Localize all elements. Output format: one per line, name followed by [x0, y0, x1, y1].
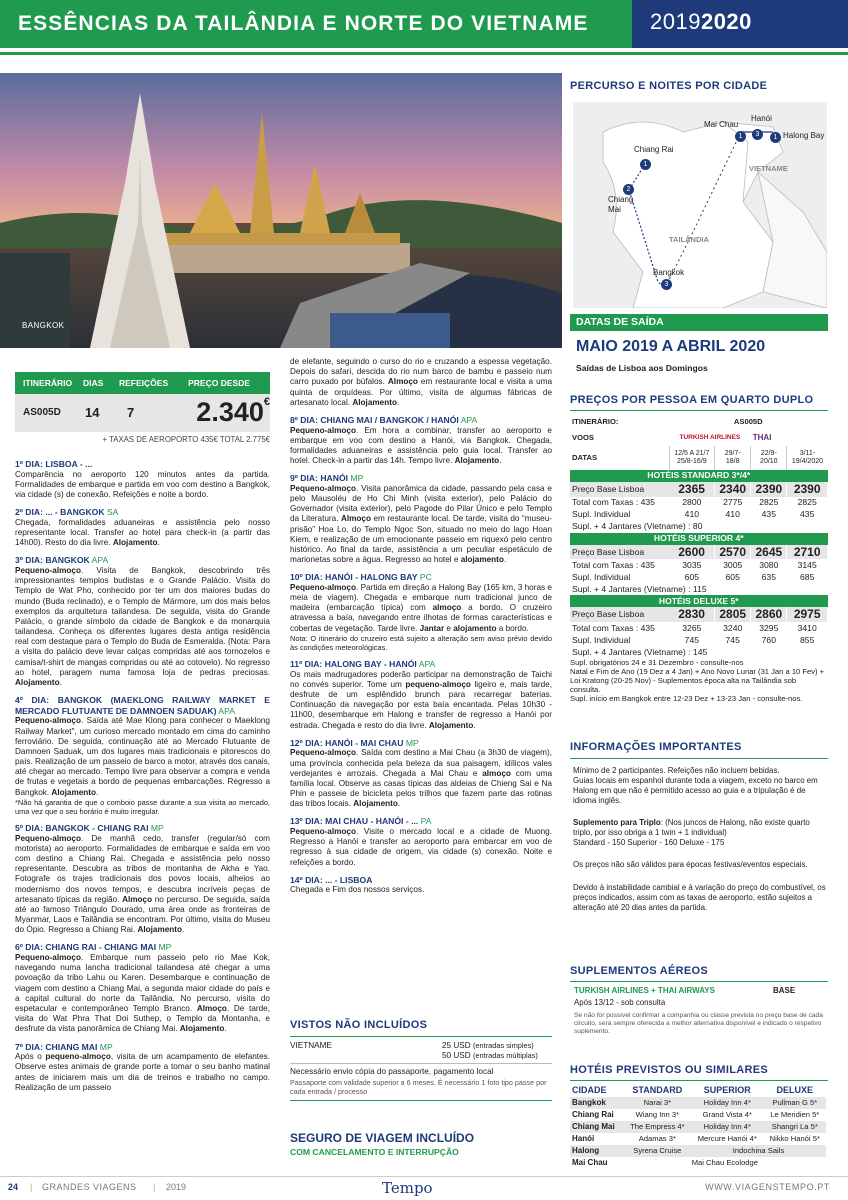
map-title: PERCURSO E NOITES POR CIDADE: [570, 80, 768, 92]
prices-table: [570, 414, 828, 659]
info-triple-prices: Standard - 150 Superior - 160 Deluxe - 175: [573, 838, 725, 848]
day-title: 2º DIA: ... - BANGKOK: [15, 507, 105, 518]
day-note: *Não há garantia de que o comboio passe durante a sua visita ao mercado, uma vez que o seu horário é muito irregular.: [15, 797, 270, 816]
itinerary-column-2: [290, 357, 552, 903]
insurance-subtitle: COM CANCELAMENTO E INTERRUPÇÃO: [290, 1146, 459, 1157]
header-days: DIAS: [83, 377, 104, 388]
hotel-deluxe: Shangri La 5*: [771, 1122, 818, 1132]
bangkok-temple-illustration: [0, 73, 562, 348]
itinerary-day: [290, 572, 552, 652]
departure-sub: Saídas de Lisboa aos Domingos: [576, 362, 708, 373]
dinner-supplement: Supl. + 4 Jantares (Vietname) : 80: [572, 521, 703, 532]
map-night-marker: 2: [623, 184, 634, 195]
meal-code: APA: [216, 705, 235, 716]
supplements-base: BASE: [773, 985, 796, 995]
visa-single-label: (entradas simples): [472, 1040, 534, 1050]
single-supplement: 605: [725, 572, 740, 583]
day-description: Pequeno-almoço. Visita panorâmica da cidade, passando pela casa e pelo Mausoléu de Ho Chi Minh (visita exterior), pelo Palácio do Governador (visita exterior), pelo Pagode do Pilar Único e pelo Templo da Literatura. Almoço em restaurante local. De tarde, visita do “museu-prisão” Hoa Lo, do Templo Ngoc Son, situado no meio do lago Hoan Kiem, e realização de um emocionante passeio em riquexó pelo centro histórico. Ao final da tarde, assistência a um peculiar espetáculo de marionetas sobre a água. Regresso ao hotel e alojamento.: [290, 483, 552, 565]
total-price: 2825: [797, 497, 817, 508]
visa-multiple-label: (entradas múltiplas): [472, 1050, 538, 1060]
day-heading: [15, 555, 270, 566]
itinerary-day: [290, 415, 552, 466]
day-title: 12º DIA: HANÓI - MAI CHAU: [290, 737, 404, 748]
meal-code: SA: [104, 507, 119, 518]
info-triple-text: : (Nos juncos de Halong, não existe quarto triplo, por isso obriga a 1 twin + 1 individual): [573, 818, 810, 838]
total-price: 3240: [723, 622, 743, 633]
itinerary-day: [290, 738, 552, 810]
dinner-supplement: Supl. + 4 Jantares (Vietname) : 115: [572, 584, 707, 595]
itinerary-day: [290, 816, 552, 867]
hotel-category: HOTÉIS SUPERIOR 4*: [570, 533, 828, 545]
hotel-row: [570, 1121, 826, 1133]
single-supplement: 745: [725, 634, 740, 645]
map-section: [570, 80, 828, 94]
visas-box: [290, 1019, 552, 1101]
airline-thai: THAI: [752, 432, 772, 442]
hotel-all: Mai Chau Ecolodge: [691, 1158, 758, 1168]
itinerary-table-row: [15, 394, 270, 432]
map-city-bangkok: Bangkok: [653, 268, 685, 277]
airport-taxes: + TAXAS DE AEROPORTO 435€ TOTAL 2.775€: [102, 435, 270, 444]
total-label: Total com Taxas : 435: [572, 560, 655, 571]
hotel-standard: The Empress 4*: [630, 1122, 685, 1132]
date-column: 22/9- 20/10: [751, 446, 787, 470]
single-supplement: 410: [684, 509, 700, 520]
day-description: de elefante, seguindo o curso do rio e cruzando a espessa vegetação. Depois do safari, descida do rio num barco de bambu e passeio num carro puxado por búfalos. Almoço em restaurante local e visita a uma quinta de orquídeas. Por último, visita de algumas fábricas de artesanato local. Alojamento.: [290, 357, 552, 407]
itinerary-day: [15, 555, 270, 688]
day-description: Chegada e Fim dos nossos serviços.: [290, 885, 425, 895]
day-title: 8º DIA: CHIANG MAI / BANGKOK / HANÓI: [290, 414, 459, 425]
meal-code: MP: [97, 1041, 113, 1052]
day-description: Pequeno-almoço. Saída com destino a Mai Chau (a 3h30 de viagem), uma província conhecida pela beleza da sua paisagem, idílicos vales verdejantes e arrozais. Chegada a Mai Chau e almoço com uma família local. Observe as casas típicas das aldeias de Chieng Sai e Na Phin e passeie de bicicleta pelos trilhos que fazem parte das rotinas das tribos locais. Alojamento.: [290, 748, 552, 809]
total-price: 3265: [682, 622, 702, 633]
meal-code: MP: [156, 942, 172, 953]
day-heading: [15, 823, 270, 834]
flights-label: VOOS: [572, 432, 594, 442]
base-price: 2830: [669, 607, 715, 622]
hotel-row: [570, 1145, 826, 1157]
hotel-standard: Narai 3*: [643, 1098, 672, 1108]
hotels-table: [570, 1084, 826, 1169]
single-supplement: 605: [684, 572, 700, 583]
itinerary-day: [15, 823, 270, 935]
header-price: PREÇO DESDE: [188, 377, 250, 388]
itinerary-day: [15, 942, 270, 1034]
day-title: 6º DIA: CHIANG RAI - CHIANG MAI: [15, 942, 157, 953]
single-supplement-label: Supl. Individual: [572, 572, 631, 583]
itinerary-meals: 7: [127, 404, 135, 420]
single-supplement-label: Supl. Individual: [572, 634, 631, 645]
footer-brand: GRANDES VIAGENS: [42, 1182, 137, 1192]
hotel-category: HOTÉIS DELUXE 5*: [570, 595, 828, 607]
departure-label: DATAS DE SAÍDA: [570, 314, 828, 331]
prices-notes: [570, 659, 828, 704]
year-b: 2020: [700, 9, 752, 34]
visa-country: VIETNAME: [290, 1040, 332, 1050]
visas-title: VISTOS NÃO INCLUÍDOS: [290, 1019, 428, 1031]
hotel-row: [570, 1133, 826, 1145]
day-heading: [15, 695, 270, 716]
date-column: 12/5 A 21/7 25/8-16/9: [669, 446, 715, 470]
prices-section: [570, 394, 828, 704]
insurance-title: SEGURO DE VIAGEM: [290, 1131, 413, 1145]
prices-title: PREÇOS POR PESSOA EM QUARTO DUPLO: [570, 394, 814, 406]
airline-turkish: TURKISH AIRLINES: [679, 433, 741, 441]
map-night-marker: 1: [735, 131, 746, 142]
hotel-city: Chiang Rai: [572, 1109, 614, 1119]
base-price: 2600: [669, 545, 715, 560]
day-title: 11º DIA: HALONG BAY - HANÓI: [290, 659, 417, 670]
supplements-after: Após 13/12 - sob consulta: [574, 997, 666, 1007]
map-night-marker: 1: [770, 132, 781, 143]
visa-note-1: Necessário envio cópia do passaporte, pagamento local: [290, 1066, 494, 1076]
meal-code: MP: [348, 473, 364, 484]
supplements-title: SUPLEMENTOS AÉREOS: [570, 965, 709, 977]
day-title: 4º DIA: BANGKOK (MAEKLONG RAILWAY MARKET E MERCADO FLUTUANTE DE DAMNOEN SADUAK): [15, 695, 270, 716]
year-a: 2019: [650, 9, 701, 34]
itinerary-day: [290, 659, 552, 731]
map-city-chiang-mai: Chiang Mai: [608, 195, 634, 214]
itinerary-summary-table: [15, 372, 270, 445]
hotel-superior: Grand Vista 4*: [702, 1110, 752, 1120]
hotels-header-cell: SUPERIOR: [703, 1084, 751, 1095]
base-price: 2805: [715, 607, 751, 622]
price-currency: €: [263, 396, 270, 409]
day-description: Pequeno-almoço. Embarque num passeio pelo rio Mae Kok, navegando numa lancha tradicional tailandesa até chegar a uma povoação da tribo Lahu ou Karen. Desembarque e continuação de viagem com destino a Chiang Mai, a segunda maior cidade do país e a capital cultural do norte da Tailândia. No percurso, visita do espetacular e contemporâneo Templo Branco. Almoço. De tarde, visita do Wat Phra That Doi Suthep, o Templo da Montanha, e desfrute da vista panorâmica de Chiang Mai. Alojamento.: [15, 953, 270, 1034]
date-column: 3/11- 19/4/2020: [787, 446, 828, 470]
year-label: [650, 8, 752, 35]
page-header: [0, 0, 848, 58]
base-price: 2975: [787, 607, 828, 622]
hotel-deluxe: Nikko Hanói 5*: [769, 1134, 820, 1144]
price-value: 2.340: [196, 397, 264, 428]
day-title: 7º DIA: CHIANG MAI: [15, 1041, 98, 1052]
meal-code: MP: [148, 823, 164, 834]
itinerary-days: 14: [85, 404, 100, 420]
hotel-superior-deluxe: Indochina Sails: [732, 1146, 785, 1156]
hotels-section: [570, 1064, 828, 1169]
info-p4: Os preços não são válidos para épocas festivas/eventos especiais.: [573, 860, 808, 870]
header-meals: REFEIÇÕES: [119, 377, 169, 388]
visa-single-price: 25 USD: [442, 1040, 471, 1050]
total-price: 2775: [723, 497, 743, 508]
meal-code: APA: [416, 659, 436, 670]
hotel-city: Chiang Mai: [572, 1121, 615, 1131]
itin-label: ITINERÁRIO:: [572, 416, 619, 426]
base-price-label: Preço Base Lisboa: [572, 609, 645, 620]
hotel-city: Mai Chau: [572, 1157, 608, 1167]
day-description: Pequeno-almoço. Partida em direção a Halong Bay (165 km, 3 horas e meia de viagem). Chegada e embarque num tradicional junco de madeira (embarcação típica) com almoço a bordo. O cruzeiro atravessa a baía, navegando entre ilhotas de formas características e cobertas de vegetação. Tarde livre. Jantar e alojamento a bordo.: [290, 582, 552, 633]
route-map: [573, 102, 827, 308]
base-price-label: Preço Base Lisboa: [572, 546, 645, 557]
hotel-row: [570, 1109, 826, 1121]
single-supplement: 435: [761, 509, 776, 520]
info-p2: Guias locais em espanhol durante toda a viagem, exceto no barco em Halong em que não é permitido acesso ao guia e a tripulação é de idioma inglês.: [573, 775, 818, 805]
day-description: Após o pequeno-almoço, visita de um acampamento de elefantes. Observe estes animais de grande porte a tomar o seu banho matinal antes de iniciarem mais um dia de treinos e trabalho no campo. Realização de um passeio: [15, 1052, 270, 1092]
info-title: INFORMAÇÕES IMPORTANTES: [570, 741, 742, 753]
footer-url[interactable]: WWW.VIAGENSTEMPO.PT: [705, 1182, 830, 1192]
page-number: 24: [8, 1182, 19, 1192]
itinerary-code: AS005D: [23, 406, 61, 418]
day-heading: [290, 816, 552, 827]
supplements-note: Se não for possível confirmar a companhia ou classe prevista no preço base de cada circuito, será sempre oferecida a melhor alternativa disponível e indicado o respetivo suplemento.: [574, 1012, 823, 1036]
day-title: 10º DIA: HANÓI - HALONG BAY: [290, 572, 418, 583]
map-night-marker: 3: [661, 279, 672, 290]
total-label: Total com Taxas : 435: [572, 622, 655, 633]
total-price: 3410: [797, 622, 817, 633]
departure-dates: [570, 314, 828, 374]
air-supplements: [570, 965, 828, 1036]
bangkok-photo: [0, 73, 562, 348]
total-label: Total com Taxas : 435: [572, 497, 655, 508]
footer-year: 2019: [166, 1182, 187, 1192]
departure-range: MAIO 2019 A ABRIL 2020: [576, 338, 766, 356]
info-p5: Devido à instabilidade cambial e à variação do preço do combustível, os preços indicados, assim com as taxas de aeroporto, estão sujeitos a alteração até 20 dias antes da partida.: [573, 882, 826, 912]
base-price-label: Preço Base Lisboa: [572, 483, 645, 494]
hotel-city: Halong: [572, 1145, 600, 1155]
day-description: Pequeno-almoço. Visite o mercado local e a cidade de Muong. Regresso a Hanói e transfer ao aeroporto para embarcar em voo de regresso à sua cidade de origem, via cidade (s) conexão. Noite e refeições a bordo.: [290, 827, 552, 867]
meal-code: MP: [403, 737, 419, 748]
hotel-superior: Mercure Hanói 4*: [697, 1134, 757, 1144]
tempo-logo: Tempo: [382, 1179, 433, 1197]
meal-code: APA: [458, 414, 478, 425]
base-price: 2390: [787, 482, 828, 497]
hotel-row: [570, 1097, 826, 1109]
day-title: 9º DIA: HANÓI: [290, 473, 349, 484]
itinerary-price: [167, 396, 270, 429]
page-footer: 24 | GRANDES VIAGENS | 2019 Tempo WWW.VIAGENSTEMPO.PT: [0, 1176, 848, 1200]
itinerary-day: [290, 473, 552, 565]
itinerary-column-1: [15, 459, 270, 1100]
info-p1: Mínimo de 2 participantes. Refeições não incluem bebidas.: [573, 765, 780, 775]
base-price: 2570: [715, 545, 751, 560]
map-night-marker: 3: [752, 129, 763, 140]
page-title: ESSÊNCIAS DA TAILÂNDIA E NORTE DO VIETNAME: [18, 12, 589, 35]
total-price: 3295: [759, 622, 779, 633]
meal-code: APA: [89, 555, 109, 566]
base-price: 2710: [787, 545, 828, 560]
day-heading: [15, 459, 270, 470]
meal-code: PA: [418, 816, 432, 827]
single-supplement: 635: [761, 572, 776, 583]
map-night-marker: 1: [640, 159, 651, 170]
hotel-standard: Syrena Cruise: [633, 1146, 682, 1156]
total-price: 2800: [682, 497, 702, 508]
day-description: Chegada, formalidades aduaneiras e assistência pelo nosso representante local. Transfer ao hotel para check-in (a partir das 14h00). Resto do dia livre. Alojamento.: [15, 517, 270, 548]
single-supplement: 410: [725, 509, 740, 520]
total-price: 3035: [682, 560, 702, 571]
day-heading: [15, 1042, 270, 1053]
itinerary-day: [15, 1042, 270, 1093]
total-price: 3145: [797, 560, 817, 571]
base-price: 2390: [751, 482, 787, 497]
day-note: Nota: O itinerário do cruzeiro está sujeito a alteração sem aviso prévio devido às condições meteorológicas.: [290, 633, 552, 652]
day-description: Comparência no aeroporto 120 minutos antes da partida. Formalidades de embarque e partida em voo com destino a Bangkok, via cidade (s) de conexão. Refeições e noite a bordo.: [15, 469, 270, 499]
itinerary-day: [290, 875, 552, 896]
day-heading: [15, 942, 270, 953]
hotel-superior: Holiday Inn 4*: [703, 1122, 751, 1132]
day-description: Pequeno-almoço. Em hora a combinar, transfer ao aeroporto e embarque em voo com destino a Hanói, via Bangkok. Chegada, formalidades aduaneiras e assistência pelo guia local. Transfer ao hotel. Check-in a partir das 14h. Tempo livre. Alojamento.: [290, 425, 552, 466]
supplements-airline: TURKISH AIRLINES + THAI AIRWAYS: [574, 985, 715, 995]
insurance-included: INCLUÍDO: [416, 1131, 475, 1145]
visa-multiple-price: 50 USD: [442, 1050, 471, 1060]
single-supplement: 745: [684, 634, 700, 645]
day-heading: [290, 738, 552, 749]
day-heading: [290, 875, 552, 886]
photo-caption: BANGKOK: [22, 321, 65, 330]
price-note: Natal e Fim de Ano (19 Dez a 4 Jan) + Ano Novo Lunar (31 Jan a 10 Fev) + Loi Kratong (20-25 Nov) - Suplementos época alta na Tailândia sob consulta.: [570, 667, 825, 695]
day-heading: [290, 415, 552, 426]
hotels-title: HOTÉIS PREVISTOS OU SIMILARES: [570, 1064, 768, 1076]
single-supplement: 855: [800, 634, 815, 645]
header-rule: [0, 52, 848, 55]
day-heading: [290, 659, 552, 670]
info-triple-label: Suplemento para Triplo: [573, 818, 661, 828]
map-city-chiang-rai: Chiang Rai: [634, 145, 674, 154]
itinerary-day: [290, 357, 552, 408]
insurance-box: [290, 1131, 552, 1158]
single-supplement: 685: [800, 572, 815, 583]
map-country-thailand: TAILÂNDIA: [669, 235, 709, 244]
info-section: [570, 741, 828, 913]
map-city-hanoi: Hanói: [751, 114, 772, 123]
hotel-superior: Holiday Inn 4*: [703, 1098, 751, 1108]
hotel-deluxe: Pullman G 5*: [772, 1098, 818, 1108]
total-price: 2825: [759, 497, 779, 508]
day-title: 13º DIA: MAI CHAU - HANÓI - ...: [290, 816, 419, 827]
map-city-mai-chau: Mai Chau: [704, 120, 739, 129]
day-heading: [290, 473, 552, 484]
total-price: 3005: [723, 560, 743, 571]
itinerary-day: [15, 695, 270, 816]
day-heading: [290, 572, 552, 583]
price-note: Supl. início em Bangkok entre 12-23 Dez + 13-23 Jan - consulte-nos.: [570, 694, 803, 704]
base-price: 2365: [669, 482, 715, 497]
hotel-standard: Wiang Inn 3*: [635, 1110, 680, 1120]
price-note: Supl. obrigatórios 24 e 31 Dezembro - consulte-nos: [570, 658, 744, 668]
day-title: 14º DIA: ... - LISBOA: [290, 874, 373, 885]
meal-code: PC: [417, 572, 432, 583]
hotel-deluxe: Le Meridien 5*: [770, 1110, 820, 1120]
total-price: 3080: [759, 560, 779, 571]
single-supplement: 435: [800, 509, 815, 520]
hotel-city: Hanói: [572, 1133, 595, 1143]
day-description: Pequeno-almoço. Saída até Mae Klong para conhecer o Maeklong Railway Market", um curioso mercado montado em cima do caminho ferroviário. De seguida, continuação até ao Mercado Flutuante de Damnoen Saduak, um dos lugares mais tradicionais e pitorescos do país. Realização de um passeio de barco a motor, através dos canais, até chegar ao mercado. Tempo livre para observar a compra e venda de frutas e vegetais a bordo de pequenas embarcações. Regresso a Bangkok. Alojamento.: [15, 716, 270, 797]
hotel-city: Bangkok: [572, 1097, 606, 1107]
single-supplement: 760: [761, 634, 776, 645]
day-title: 1º DIA: LISBOA - ...: [15, 459, 93, 469]
hotel-row: [570, 1157, 826, 1169]
hotels-header-cell: CIDADE: [572, 1084, 607, 1095]
date-column: 29/7- 18/8: [715, 446, 751, 470]
hotel-category: HOTÉIS STANDARD 3*/4*: [570, 470, 828, 482]
base-price: 2340: [715, 482, 751, 497]
itin-code: AS005D: [733, 416, 763, 426]
hotels-header-cell: STANDARD: [632, 1084, 683, 1095]
visa-note-2: Passaporte com validade superior a 6 meses. É necessário 1 foto tipo passe por cada entrada / processo: [290, 1078, 547, 1097]
dates-label: DATAS: [572, 452, 598, 462]
map-city-halong-bay: Halong Bay: [783, 131, 825, 140]
base-price: 2860: [751, 607, 787, 622]
day-title: 3º DIA: BANGKOK: [15, 555, 90, 566]
hotels-header-cell: DELUXE: [776, 1084, 814, 1095]
day-title: 5º DIA: BANGKOK - CHIANG RAI: [15, 823, 149, 834]
single-supplement-label: Supl. Individual: [572, 509, 631, 520]
itinerary-day: [15, 459, 270, 500]
day-description: Pequeno-almoço. De manhã cedo, transfer (regular/só com motorista) ao aeroporto. Formalidades de embarque e saída em voo com destino a Chiang Rai. Chegada e assistência pelo nosso representante. Descubra as tribos de montanha de Akha e Yao. Fotografe os trajes tradicionais dos povos locais, alheios ao modernismo dos novos tempos, e descubra incríveis peças de artesanato típicas da região. Almoço no percurso. De seguida, saída até ao famoso Triângulo Dourado, uma área onde as fronteiras de Myanmar, Laos e Tailândia se encontram. Por último, visita do Museu do Ópio. Regresso a Chiang Rai. Alojamento.: [15, 833, 270, 935]
dinner-supplement: Supl. + 4 Jantares (Vietname) : 145: [572, 646, 708, 657]
base-price: 2645: [751, 545, 787, 560]
day-description: Os mais madrugadores poderão participar na demonstração de Taichi no convés superior. Tome um pequeno-almoço ligeiro e, mais tarde, desfrute de um esplêndido brunch para recarregar baterias. Continuação da navegação por esta baía encantada. Pelas 10h30 - 11h00, desembarque em Halong e transfer de regresso a Hanói por estrada. Chegada e resto do dia livre. Alojamento.: [290, 669, 553, 730]
day-description: Pequeno-almoço. Visita de Bangkok, descobrindo três impressionantes templos budistas e o Grande Palácio. Visita do Templo de Wat Pho, conhecido por ter um dos maiores budas do mundo (Buda reclinado), e o Templo de Mármore, um dos mais belos exemplos da arquitetura tailandesa. De seguida, visita do Grande Palácio, o grande símbolo da cidade de Bangkok e da monarquia tailandesa. Conheça os diferentes lugares desta antiga residência real com destaque para o Templo do Buda de Esmeralda. (Nota: Para a visita do palácio deve levar calças compridas até aos tornozelos e camisa/t-shirt de mangas compridas ou até ao cotovelo). No regresso ao hotel, paragem numa famosa loja de pedras preciosas. Alojamento.: [15, 566, 270, 687]
map-country-vietnam: VIETNAME: [749, 164, 788, 173]
day-heading: [15, 507, 270, 518]
itinerary-table-header: [15, 372, 270, 394]
hotel-standard: Adamas 3*: [638, 1134, 676, 1144]
header-itinerary: ITINERÁRIO: [23, 377, 73, 388]
itinerary-day: [15, 507, 270, 548]
